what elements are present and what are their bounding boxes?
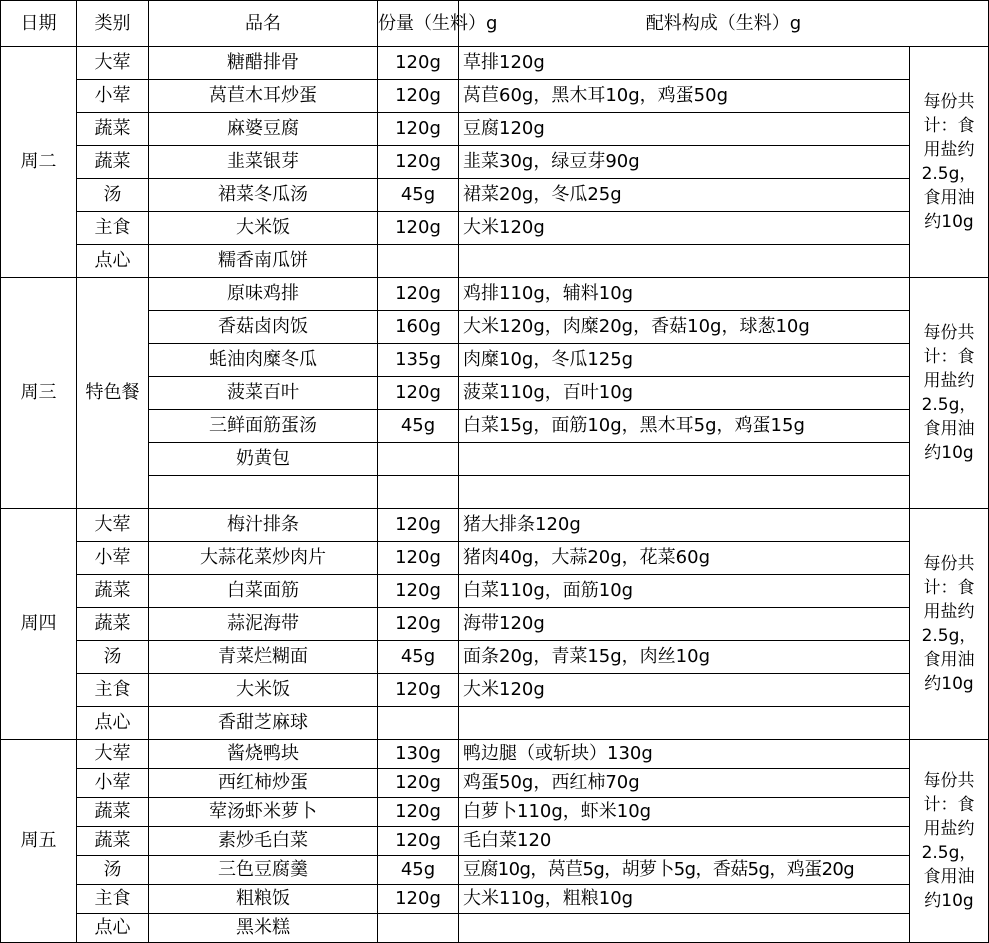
category-cell: 蔬菜 — [77, 575, 149, 608]
header-portion: 份量（生料）g — [378, 1, 459, 47]
dish-cell: 大米饭 — [149, 674, 378, 707]
category-cell: 蔬菜 — [77, 608, 149, 641]
dish-cell: 裙菜冬瓜汤 — [149, 179, 378, 212]
ingredients-cell — [459, 443, 910, 476]
category-cell: 大荤 — [77, 740, 149, 769]
ingredients-cell: 大米120g — [459, 674, 910, 707]
table-row — [1, 674, 989, 707]
table-row — [1, 798, 989, 827]
ingredients-cell: 鸭边腿（或斩块）130g — [459, 740, 910, 769]
ingredients-cell: 猪大排条120g — [459, 509, 910, 542]
ingredients-cell: 白菜110g，面筋10g — [459, 575, 910, 608]
category-cell: 点心 — [77, 914, 149, 943]
day-cell: 周五 — [1, 740, 77, 943]
table-row — [1, 212, 989, 245]
ingredients-cell: 韭菜30g，绿豆芽90g — [459, 146, 910, 179]
ingredients-cell: 白萝卜110g，虾米10g — [459, 798, 910, 827]
dish-cell: 蚝油肉糜冬瓜 — [149, 344, 378, 377]
category-cell: 小荤 — [77, 542, 149, 575]
portion-cell: 120g — [378, 278, 459, 311]
portion-cell: 120g — [378, 885, 459, 914]
category-cell: 点心 — [77, 245, 149, 278]
dish-cell: 糯香南瓜饼 — [149, 245, 378, 278]
dish-cell — [149, 476, 378, 509]
table-row — [1, 608, 989, 641]
ingredients-cell: 白菜15g，面筋10g，黑木耳5g，鸡蛋15g — [459, 410, 910, 443]
ingredients-cell: 豆腐10g，莴苣5g，胡萝卜5g，香菇5g，鸡蛋20g — [459, 856, 910, 885]
category-cell: 主食 — [77, 885, 149, 914]
day-cell: 周二 — [1, 47, 77, 278]
portion-cell: 120g — [378, 212, 459, 245]
table-row — [1, 740, 989, 769]
portion-cell — [378, 476, 459, 509]
category-cell: 主食 — [77, 212, 149, 245]
table-row — [1, 311, 989, 344]
portion-cell: 120g — [378, 146, 459, 179]
portion-cell: 120g — [378, 827, 459, 856]
ingredients-cell: 猪肉40g，大蒜20g，花菜60g — [459, 542, 910, 575]
table-row — [1, 245, 989, 278]
category-cell: 小荤 — [77, 80, 149, 113]
day-cell: 周四 — [1, 509, 77, 740]
ingredients-cell: 毛白菜120 — [459, 827, 910, 856]
header-ingredients: 配料构成（生料）g — [459, 1, 989, 47]
category-cell: 大荤 — [77, 47, 149, 80]
table-row — [1, 769, 989, 798]
ingredients-cell: 大米120g — [459, 212, 910, 245]
ingredients-cell — [459, 245, 910, 278]
category-cell: 大荤 — [77, 509, 149, 542]
ingredients-cell: 鸡蛋50g，西红柿70g — [459, 769, 910, 798]
table-row — [1, 443, 989, 476]
category-cell: 蔬菜 — [77, 113, 149, 146]
table-row — [1, 344, 989, 377]
portion-cell: 45g — [378, 856, 459, 885]
dish-cell: 三鲜面筋蛋汤 — [149, 410, 378, 443]
ingredients-cell — [459, 707, 910, 740]
table-row — [1, 47, 989, 80]
portion-cell: 120g — [378, 377, 459, 410]
dish-cell: 奶黄包 — [149, 443, 378, 476]
portion-cell: 120g — [378, 769, 459, 798]
dish-cell: 菠菜百叶 — [149, 377, 378, 410]
table-row — [1, 509, 989, 542]
category-cell: 汤 — [77, 856, 149, 885]
portion-cell: 120g — [378, 798, 459, 827]
dish-cell: 蒜泥海带 — [149, 608, 378, 641]
category-cell: 汤 — [77, 179, 149, 212]
table-row — [1, 146, 989, 179]
header-row — [1, 1, 989, 47]
portion-cell: 160g — [378, 311, 459, 344]
table-row — [1, 80, 989, 113]
portion-cell: 120g — [378, 47, 459, 80]
table-row — [1, 575, 989, 608]
portion-cell: 120g — [378, 509, 459, 542]
dish-cell: 黑米糕 — [149, 914, 378, 943]
portion-cell — [378, 707, 459, 740]
dish-cell: 荤汤虾米萝卜 — [149, 798, 378, 827]
table-row — [1, 113, 989, 146]
dish-cell: 梅汁排条 — [149, 509, 378, 542]
dish-cell: 素炒毛白菜 — [149, 827, 378, 856]
portion-cell: 120g — [378, 674, 459, 707]
table-row — [1, 707, 989, 740]
portion-cell: 45g — [378, 179, 459, 212]
day-cell: 周三 — [1, 278, 77, 509]
dish-cell: 莴苣木耳炒蛋 — [149, 80, 378, 113]
header-date: 日期 — [1, 1, 77, 47]
portion-cell: 45g — [378, 410, 459, 443]
category-cell: 蔬菜 — [77, 798, 149, 827]
table-row — [1, 179, 989, 212]
category-cell: 蔬菜 — [77, 146, 149, 179]
dish-cell: 青菜烂糊面 — [149, 641, 378, 674]
dish-cell: 西红柿炒蛋 — [149, 769, 378, 798]
category-cell: 主食 — [77, 674, 149, 707]
ingredients-cell: 鸡排110g，辅料10g — [459, 278, 910, 311]
table-row — [1, 377, 989, 410]
ingredients-cell: 大米110g，粗粮10g — [459, 885, 910, 914]
ingredients-cell: 裙菜20g，冬瓜25g — [459, 179, 910, 212]
dish-cell: 糖醋排骨 — [149, 47, 378, 80]
note-cell: 每份共计：食用盐约2.5g，食用油约10g — [910, 509, 989, 740]
ingredients-cell: 大米120g，肉糜20g，香菇10g，球葱10g — [459, 311, 910, 344]
table-row — [1, 914, 989, 943]
ingredients-cell — [459, 476, 910, 509]
ingredients-cell: 肉糜10g，冬瓜125g — [459, 344, 910, 377]
header-dish: 品名 — [149, 1, 378, 47]
ingredients-cell: 菠菜110g，百叶10g — [459, 377, 910, 410]
table-row — [1, 641, 989, 674]
ingredients-cell: 豆腐120g — [459, 113, 910, 146]
dish-cell: 香甜芝麻球 — [149, 707, 378, 740]
category-cell: 汤 — [77, 641, 149, 674]
portion-cell: 45g — [378, 641, 459, 674]
ingredients-cell: 海带120g — [459, 608, 910, 641]
portion-cell — [378, 914, 459, 943]
ingredients-cell — [459, 914, 910, 943]
table-row — [1, 885, 989, 914]
note-cell: 每份共计：食用盐约2.5g，食用油约10g — [910, 740, 989, 943]
dish-cell: 三色豆腐羹 — [149, 856, 378, 885]
table-row — [1, 856, 989, 885]
ingredients-cell: 面条20g，青菜15g，肉丝10g — [459, 641, 910, 674]
dish-cell: 白菜面筋 — [149, 575, 378, 608]
category-cell: 点心 — [77, 707, 149, 740]
ingredients-cell: 草排120g — [459, 47, 910, 80]
portion-cell: 135g — [378, 344, 459, 377]
category-cell: 特色餐 — [77, 278, 149, 509]
dish-cell: 麻婆豆腐 — [149, 113, 378, 146]
dish-cell: 韭菜银芽 — [149, 146, 378, 179]
table-row — [1, 827, 989, 856]
portion-cell: 120g — [378, 113, 459, 146]
portion-cell — [378, 245, 459, 278]
dish-cell: 酱烧鸭块 — [149, 740, 378, 769]
dish-cell: 大蒜花菜炒肉片 — [149, 542, 378, 575]
header-category: 类别 — [77, 1, 149, 47]
category-cell: 蔬菜 — [77, 827, 149, 856]
category-cell: 小荤 — [77, 769, 149, 798]
dish-cell: 粗粮饭 — [149, 885, 378, 914]
table-row — [1, 476, 989, 509]
portion-cell: 120g — [378, 608, 459, 641]
dish-cell: 原味鸡排 — [149, 278, 378, 311]
dish-cell: 大米饭 — [149, 212, 378, 245]
table-row — [1, 542, 989, 575]
ingredients-cell: 莴苣60g，黑木耳10g，鸡蛋50g — [459, 80, 910, 113]
table-row — [1, 278, 989, 311]
portion-cell — [378, 443, 459, 476]
portion-cell: 120g — [378, 575, 459, 608]
table-row — [1, 410, 989, 443]
portion-cell: 130g — [378, 740, 459, 769]
dish-cell: 香菇卤肉饭 — [149, 311, 378, 344]
note-cell: 每份共计：食用盐约2.5g，食用油约10g — [910, 47, 989, 278]
note-cell: 每份共计：食用盐约2.5g，食用油约10g — [910, 278, 989, 509]
portion-cell: 120g — [378, 80, 459, 113]
portion-cell: 120g — [378, 542, 459, 575]
